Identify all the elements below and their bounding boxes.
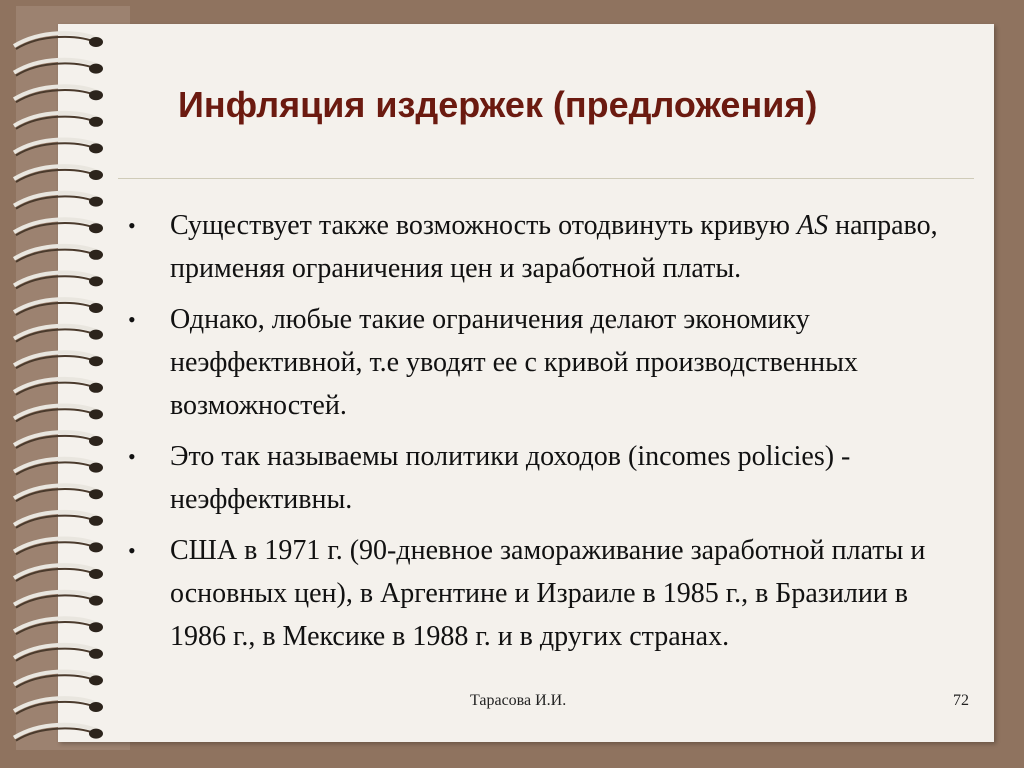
list-item xyxy=(128,204,948,290)
bullet-text: Это так называемы политики доходов (incomes policies) - неэффективны. xyxy=(170,441,851,515)
page-number: 72 xyxy=(953,692,969,709)
bullet-text: Существует также возможность отодвинуть кривую xyxy=(170,210,797,241)
binding-hole xyxy=(89,622,103,632)
binding-hole xyxy=(89,303,103,313)
page-title: Инфляция издержек (предложения) xyxy=(178,84,818,125)
binding-hole xyxy=(89,330,103,340)
bullet-text: США в 1971 г. (90-дневное замораживание заработной платы и основных цен), в Аргентине и Израиле в 1985 г., в Бразилии в 1986 г., в Мексике в 1988 г. и в других странах. xyxy=(170,535,926,652)
bullet-list xyxy=(128,204,948,666)
bullet-marker: • xyxy=(128,307,136,332)
binding-hole xyxy=(89,356,103,366)
list-item xyxy=(128,529,948,658)
binding-hole xyxy=(89,276,103,286)
list-item xyxy=(128,435,948,521)
binding-hole xyxy=(89,649,103,659)
bullet-marker: • xyxy=(128,538,136,563)
bullet-marker: • xyxy=(128,444,136,469)
binding-hole xyxy=(89,569,103,579)
footer-author: Тарасова И.И. xyxy=(470,692,567,709)
binding-hole xyxy=(89,64,103,74)
binding-hole xyxy=(89,383,103,393)
spiral-binding-icon xyxy=(0,0,120,768)
bullet-text-italic: AS xyxy=(796,210,829,241)
binding-hole xyxy=(89,117,103,127)
binding-hole xyxy=(89,489,103,499)
binding-hole xyxy=(89,516,103,526)
binding-hole xyxy=(89,436,103,446)
binding-hole xyxy=(89,90,103,100)
binding-hole xyxy=(89,37,103,47)
bullet-marker: • xyxy=(128,213,136,238)
binding-hole xyxy=(89,542,103,552)
binding-hole xyxy=(89,223,103,233)
binding-hole xyxy=(89,596,103,606)
list-item xyxy=(128,298,948,427)
title-divider xyxy=(118,178,974,179)
bullet-text: Однако, любые такие ограничения делают экономику неэффективной, т.е уводят ее с кривой производственных возможностей. xyxy=(170,304,858,421)
binding-hole xyxy=(89,143,103,153)
binding-hole xyxy=(89,675,103,685)
binding-hole xyxy=(89,197,103,207)
binding-hole xyxy=(89,170,103,180)
bullet-text-tail: направо, применяя ограничения цен и заработной платы. xyxy=(170,210,938,284)
binding-hole xyxy=(89,729,103,739)
binding-hole xyxy=(89,250,103,260)
binding-hole xyxy=(89,409,103,419)
binding-hole xyxy=(89,463,103,473)
binding-hole xyxy=(89,702,103,712)
